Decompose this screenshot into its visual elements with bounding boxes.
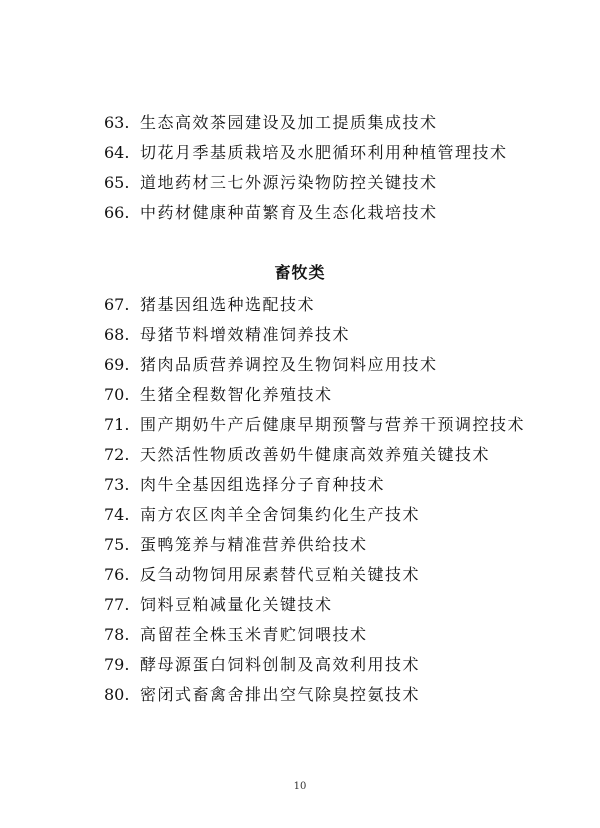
page-number: 10 [293, 781, 307, 792]
list-item: 64. 切花月季基质栽培及水肥循环利用种植管理技术 [104, 143, 508, 162]
list-item: 80. 密闭式畜禽舍排出空气除臭控氨技术 [104, 685, 421, 704]
livestock-tech-list [104, 290, 525, 710]
list-item: 63. 生态高效茶园建设及加工提质集成技术 [104, 113, 438, 132]
list-item: 74. 南方农区肉羊全舍饲集约化生产技术 [104, 505, 421, 524]
section-heading-livestock: 畜牧类 [274, 263, 326, 282]
list-item: 79. 酵母源蛋白饲料创制及高效利用技术 [104, 655, 421, 674]
list-item: 72. 天然活性物质改善奶牛健康高效养殖关键技术 [104, 445, 491, 464]
list-item: 70. 生猪全程数智化养殖技术 [104, 385, 333, 404]
list-item: 77. 饲料豆粕减量化关键技术 [104, 595, 333, 614]
list-item: 78. 高留茬全株玉米青贮饲喂技术 [104, 625, 368, 644]
list-item: 65. 道地药材三七外源污染物防控关键技术 [104, 173, 438, 192]
list-item: 69. 猪肉品质营养调控及生物饲料应用技术 [104, 355, 438, 374]
list-item: 66. 中药材健康种苗繁育及生态化栽培技术 [104, 203, 438, 222]
list-item: 68. 母猪节料增效精准饲养技术 [104, 325, 351, 344]
list-item: 67. 猪基因组选种选配技术 [104, 295, 316, 314]
list-item: 75. 蛋鸭笼养与精准营养供给技术 [104, 535, 368, 554]
list-item: 71. 围产期奶牛产后健康早期预警与营养干预调控技术 [104, 415, 526, 434]
list-item: 73. 肉牛全基因组选择分子育种技术 [104, 475, 386, 494]
plant-tech-list [104, 108, 508, 228]
list-item: 76. 反刍动物饲用尿素替代豆粕关键技术 [104, 565, 421, 584]
